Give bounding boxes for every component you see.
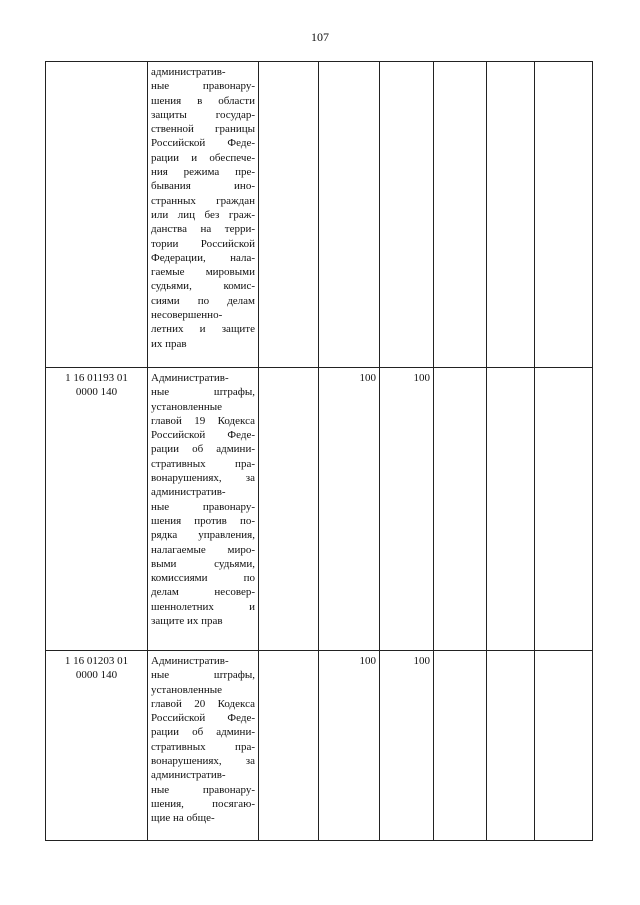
percent-value-cell: 100 xyxy=(380,368,434,651)
description-line: административ- xyxy=(151,66,226,78)
page-number: 107 xyxy=(311,30,329,44)
empty-cell xyxy=(487,651,535,841)
description-line: Федерации, нала- xyxy=(151,251,255,264)
description-line: рации об админи- xyxy=(151,443,255,456)
description-line: сиями по делам xyxy=(151,294,255,307)
description-line: Административ- xyxy=(151,372,229,384)
description-line: рации об админи- xyxy=(151,726,255,739)
budget-code-cell xyxy=(46,62,148,368)
empty-cell xyxy=(487,368,535,651)
percent-value-cell xyxy=(319,62,380,368)
budget-code-line: 1 16 01193 01 xyxy=(65,372,128,384)
description-line: Российской Феде- xyxy=(151,712,255,725)
description-line: Административ- xyxy=(151,655,229,667)
percent-value-cell: 100 xyxy=(319,368,380,651)
description-line: ные штрафы, xyxy=(151,386,255,399)
table-row xyxy=(46,368,593,651)
description-line: данства на терри- xyxy=(151,223,255,236)
description-line: шения против по- xyxy=(151,514,255,527)
empty-cell xyxy=(535,651,593,841)
description-cell xyxy=(148,368,259,651)
empty-cell xyxy=(259,368,319,651)
description-line: судьями, комис- xyxy=(151,280,255,293)
description-line: ные штрафы, xyxy=(151,669,255,682)
empty-cell xyxy=(434,651,487,841)
budget-table xyxy=(45,61,593,841)
description-line: ния режима пре- xyxy=(151,166,255,179)
empty-cell xyxy=(259,62,319,368)
empty-cell xyxy=(434,368,487,651)
description-line: установленные xyxy=(151,683,223,696)
description-line: вонарушениях, за xyxy=(151,755,255,768)
description-line: шения, посягаю- xyxy=(151,797,255,810)
description-line: административ- xyxy=(151,486,226,499)
table-body xyxy=(46,62,593,841)
description-line: странных граждан xyxy=(151,194,255,207)
description-line: шеннолетних и xyxy=(151,600,255,613)
description-line: стративных пра- xyxy=(151,457,255,470)
description-line: комиссиями по xyxy=(151,572,255,585)
table-row xyxy=(46,651,593,841)
description-cell xyxy=(148,651,259,841)
description-line: или лиц без граж- xyxy=(151,208,255,221)
empty-cell xyxy=(535,62,593,368)
description-line: ные правонару- xyxy=(151,80,255,93)
description-line: тории Российской xyxy=(151,237,255,250)
description-line: стративных пра- xyxy=(151,740,255,753)
empty-cell xyxy=(434,62,487,368)
description-line: главой 19 Кодекса xyxy=(151,414,255,427)
budget-code-line: 1 16 01203 01 xyxy=(64,655,129,667)
description-line: гаемые мировыми xyxy=(151,266,255,279)
description-line: установленные xyxy=(151,400,223,413)
description-line: Российской Феде- xyxy=(151,429,255,442)
description-line: выми судьями, xyxy=(151,557,255,570)
description-line: щие на обще- xyxy=(151,812,215,825)
empty-cell xyxy=(487,62,535,368)
description-line: ные правонару- xyxy=(151,783,255,796)
description-line: ные правонару- xyxy=(151,500,255,513)
description-line: летних и защите xyxy=(151,323,255,336)
empty-cell xyxy=(535,368,593,651)
description-line: ственной границы xyxy=(151,123,255,136)
description-line: рядка управления, xyxy=(151,529,255,542)
budget-code-line: 0000 140 xyxy=(75,669,118,682)
description-line: вонарушениях, за xyxy=(151,472,255,485)
percent-value-cell: 100 xyxy=(380,651,434,841)
description-line: главой 20 Кодекса xyxy=(151,697,255,710)
table-row xyxy=(46,62,593,368)
budget-code-cell xyxy=(46,368,148,651)
description-line: административ- xyxy=(151,769,226,782)
description-line: Российской Феде- xyxy=(151,137,255,150)
description-line: рации и обеспече- xyxy=(151,151,255,164)
empty-cell xyxy=(259,651,319,841)
percent-value-cell: 100 xyxy=(319,651,380,841)
description-cell xyxy=(148,62,259,368)
description-line: делам несовер- xyxy=(151,586,255,599)
budget-code-line: 0000 140 xyxy=(75,386,118,399)
percent-value-cell xyxy=(380,62,434,368)
description-line: шения в области xyxy=(151,94,255,107)
description-line: налагаемые миро- xyxy=(151,543,255,556)
description-line: их прав xyxy=(151,337,187,350)
budget-code-cell xyxy=(46,651,148,841)
description-line: несовершенно- xyxy=(151,309,223,322)
description-line: бывания ино- xyxy=(151,180,255,193)
description-line: защиты государ- xyxy=(151,108,255,121)
description-line: защите их прав xyxy=(151,615,223,628)
